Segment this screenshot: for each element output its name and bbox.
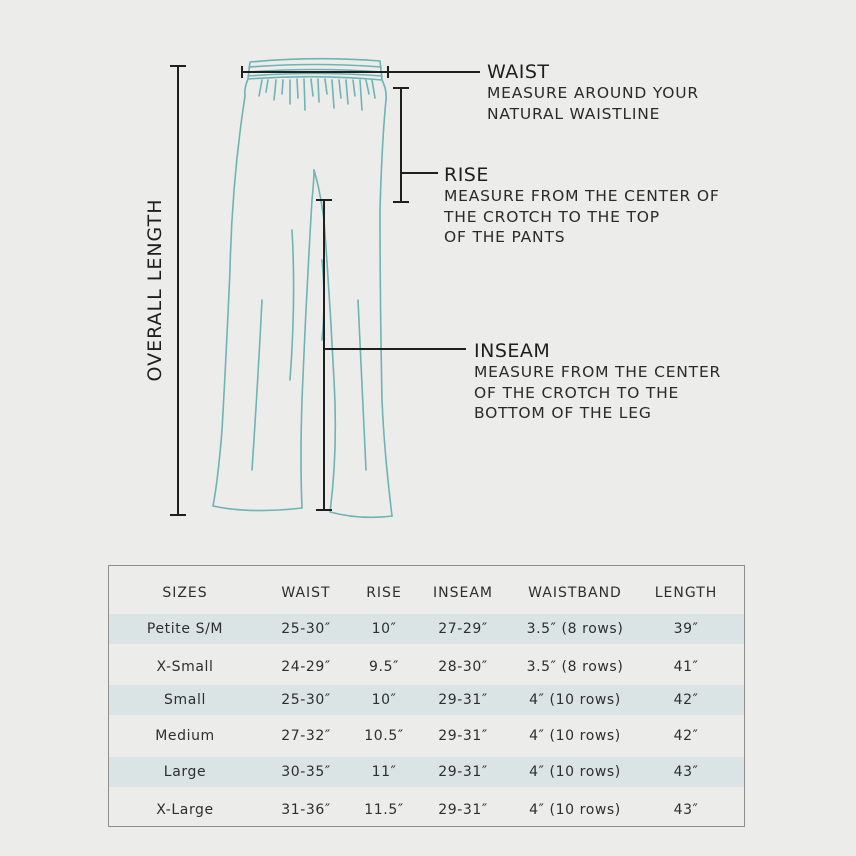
header-inseam: INSEAM bbox=[433, 585, 493, 601]
cell-waistband: 4″ (10 rows) bbox=[529, 802, 621, 818]
cell-waist: 24-29″ bbox=[281, 659, 331, 675]
cell-length: 42″ bbox=[673, 692, 699, 708]
cell-rise: 10″ bbox=[371, 692, 397, 708]
cell-waist: 25-30″ bbox=[281, 621, 331, 637]
size-chart-table bbox=[108, 565, 745, 827]
header-length: LENGTH bbox=[654, 585, 718, 601]
cell-size: Medium bbox=[155, 728, 215, 744]
cell-rise: 11″ bbox=[371, 764, 397, 780]
cell-waist: 27-32″ bbox=[281, 728, 331, 744]
cell-size: Small bbox=[164, 692, 206, 708]
cell-waistband: 4″ (10 rows) bbox=[529, 692, 621, 708]
cell-length: 39″ bbox=[673, 621, 699, 637]
cell-waist: 31-36″ bbox=[281, 802, 331, 818]
cell-waist: 25-30″ bbox=[281, 692, 331, 708]
rise-description bbox=[444, 186, 720, 248]
cell-length: 43″ bbox=[673, 764, 699, 780]
table-row bbox=[109, 685, 744, 715]
cell-waist: 30-35″ bbox=[281, 764, 331, 780]
cell-inseam: 29-31″ bbox=[438, 692, 488, 708]
waist-label bbox=[487, 61, 699, 124]
waist-desc-line: MEASURE AROUND YOUR bbox=[487, 84, 699, 102]
cell-rise: 10″ bbox=[371, 621, 397, 637]
cell-inseam: 27-29″ bbox=[438, 621, 488, 637]
header-waist: WAIST bbox=[281, 585, 331, 601]
header-rise: RISE bbox=[366, 585, 402, 601]
inseam-desc-line: OF THE CROTCH TO THE bbox=[474, 383, 680, 402]
cell-inseam: 29-31″ bbox=[438, 802, 488, 818]
cell-size: Large bbox=[163, 764, 207, 780]
inseam-desc-line: MEASURE FROM THE CENTER bbox=[474, 363, 722, 381]
inseam-desc-line: BOTTOM OF THE LEG bbox=[474, 404, 652, 422]
pants-outline bbox=[213, 59, 392, 518]
rise-desc-line: MEASURE FROM THE CENTER OF bbox=[444, 187, 720, 205]
cell-length: 42″ bbox=[673, 728, 699, 744]
cell-waistband: 4″ (10 rows) bbox=[529, 728, 621, 744]
cell-rise: 11.5″ bbox=[364, 802, 404, 818]
waist-desc-line: NATURAL WAISTLINE bbox=[487, 104, 661, 123]
table-row bbox=[109, 652, 744, 682]
table-row bbox=[109, 614, 744, 644]
table-row bbox=[109, 795, 744, 825]
rise-desc-line: THE CROTCH TO THE TOP bbox=[444, 207, 660, 226]
table-row bbox=[109, 721, 744, 751]
header-sizes: SIZES bbox=[162, 585, 208, 601]
cell-size: X-Large bbox=[156, 802, 214, 818]
inseam-label bbox=[474, 340, 721, 424]
header-waistband: WAISTBAND bbox=[528, 585, 622, 601]
cell-length: 43″ bbox=[673, 802, 699, 818]
cell-rise: 10.5″ bbox=[364, 728, 404, 744]
cell-waistband: 4″ (10 rows) bbox=[529, 764, 621, 780]
rise-title: RISE bbox=[444, 164, 489, 186]
cell-length: 41″ bbox=[673, 659, 699, 675]
cell-rise: 9.5″ bbox=[369, 659, 399, 675]
measure-lines bbox=[170, 66, 480, 515]
inseam-title: INSEAM bbox=[474, 340, 551, 362]
table-header-row bbox=[109, 578, 744, 608]
cell-size: X-Small bbox=[156, 659, 214, 675]
rise-desc-line: OF THE PANTS bbox=[444, 228, 566, 246]
cell-size: Petite S/M bbox=[146, 621, 224, 637]
cell-inseam: 29-31″ bbox=[438, 728, 488, 744]
rise-label bbox=[444, 164, 720, 248]
cell-inseam: 28-30″ bbox=[438, 659, 488, 675]
waist-description bbox=[487, 83, 699, 124]
waist-title: WAIST bbox=[487, 61, 550, 83]
table-row bbox=[109, 757, 744, 787]
cell-inseam: 29-31″ bbox=[438, 764, 488, 780]
cell-waistband: 3.5″ (8 rows) bbox=[526, 659, 624, 675]
inseam-description bbox=[474, 362, 721, 424]
cell-waistband: 3.5″ (8 rows) bbox=[526, 621, 624, 637]
overall-length-label: OVERALL LENGTH bbox=[144, 198, 166, 382]
